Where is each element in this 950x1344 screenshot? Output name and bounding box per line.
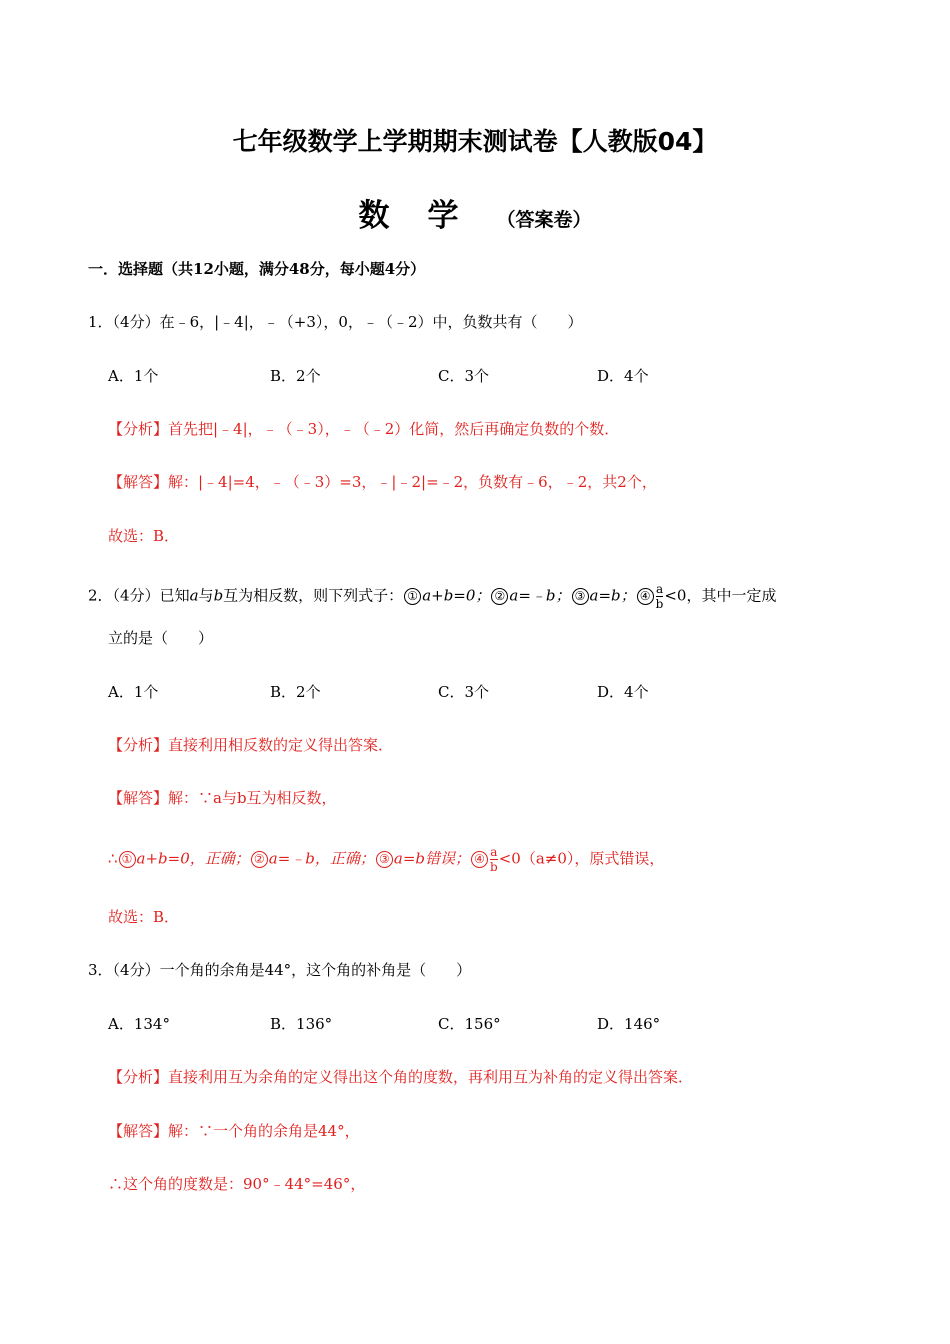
q1-option-a: A．1个 xyxy=(108,367,159,385)
q2-solution-line2 xyxy=(108,846,664,873)
q2-var-a: a xyxy=(189,586,199,605)
q2-option-a: A．1个 xyxy=(108,683,159,701)
q2-option-c: C．3个 xyxy=(438,683,490,701)
q3-option-c: C．156° xyxy=(438,1015,501,1033)
q2-frac-den: b xyxy=(655,597,664,611)
q2-options xyxy=(108,682,808,702)
q3-stem: 3．（4分）一个角的余角是44°，这个角的补角是（ ） xyxy=(88,961,472,979)
q2-expr-3: a=b； xyxy=(589,586,636,605)
document-title: 七年级数学上学期期末测试卷【人教版04】 xyxy=(232,127,718,156)
q3-option-a: A．134° xyxy=(108,1015,170,1033)
q2-stem xyxy=(88,583,776,610)
q2-l3-expr-3: a=b错误； xyxy=(393,849,471,868)
q2-circle-1: ① xyxy=(404,588,421,605)
q1-option-c: C．3个 xyxy=(438,367,490,385)
q2-l3-expr-4: <0（a≠0），原式错误， xyxy=(498,849,665,868)
q3-options xyxy=(108,1014,808,1034)
q2-l3-circle-4: ④ xyxy=(471,851,488,868)
q2-circle-2: ② xyxy=(491,588,508,605)
q3-solution: 【解答】解：∵一个角的余角是44°， xyxy=(108,1122,360,1140)
q1-answer: 故选：B． xyxy=(108,527,180,545)
q3-step: ∴这个角的度数是：90°﹣44°=46°， xyxy=(108,1175,366,1193)
q2-option-d: D．4个 xyxy=(597,683,649,701)
q2-stem-cont: 立的是（ ） xyxy=(108,629,214,647)
q2-circle-4: ④ xyxy=(637,588,654,605)
q3-option-b: B．136° xyxy=(270,1015,333,1033)
q2-expr-1: a+b=0； xyxy=(422,586,491,605)
q3-option-d: D．146° xyxy=(597,1015,661,1033)
q2-analysis: 【分析】直接利用相反数的定义得出答案． xyxy=(108,736,394,754)
q3-analysis: 【分析】直接利用互为余角的定义得出这个角的度数，再利用互为补角的定义得出答案． xyxy=(108,1068,694,1086)
q2-l3-expr-2: a=﹣b，正确； xyxy=(268,849,375,868)
q2-var-b: b xyxy=(213,586,224,605)
q2-therefore: ∴ xyxy=(108,849,118,868)
q2-circle-3: ③ xyxy=(572,588,589,605)
q2-expr-2: a=﹣b； xyxy=(509,586,571,605)
subject-heading xyxy=(0,190,950,235)
q2-stem-part: 2．（4分）已知 xyxy=(88,586,190,605)
q2-expr-4: <0，其中一定成 xyxy=(664,586,777,605)
q2-l3-fraction xyxy=(490,846,498,873)
q1-analysis: 【分析】首先把|﹣4|，﹣（﹣3），﹣（﹣2）化简，然后再确定负数的个数． xyxy=(108,420,620,438)
subject-name: 数学 xyxy=(358,198,497,234)
q2-frac-num: a xyxy=(655,582,664,596)
subject-note: （答案卷） xyxy=(496,209,592,231)
q2-l3-expr-1: a+b=0，正确； xyxy=(136,849,250,868)
q2-stem-part: 互为相反数，则下列式子： xyxy=(223,586,404,605)
q1-solution: 【解答】解：|﹣4|=4，﹣（﹣3）=3，﹣|﹣2|=﹣2，负数有﹣6，﹣2，共2个， xyxy=(108,473,657,491)
q2-solution: 【解答】解：∵a与b互为相反数， xyxy=(108,789,337,807)
q2-fraction xyxy=(656,583,664,610)
q2-l3-frac-den: b xyxy=(490,860,498,874)
section-heading: 一．选择题（共12小题，满分48分，每小题4分） xyxy=(88,260,426,278)
q2-l3-circle-3: ③ xyxy=(376,851,393,868)
q1-stem: 1．（4分）在﹣6，|﹣4|，﹣（+3），0，﹣（﹣2）中，负数共有（ ） xyxy=(88,313,583,331)
q1-option-b: B．2个 xyxy=(270,367,321,385)
q2-option-b: B．2个 xyxy=(270,683,321,701)
q2-l3-circle-1: ① xyxy=(119,851,136,868)
q2-l3-circle-2: ② xyxy=(251,851,268,868)
q2-l3-frac-num: a xyxy=(490,845,498,859)
q2-stem-part: 与 xyxy=(198,586,214,605)
q1-options xyxy=(108,366,808,386)
q2-answer: 故选：B． xyxy=(108,908,180,926)
q1-option-d: D．4个 xyxy=(597,367,649,385)
